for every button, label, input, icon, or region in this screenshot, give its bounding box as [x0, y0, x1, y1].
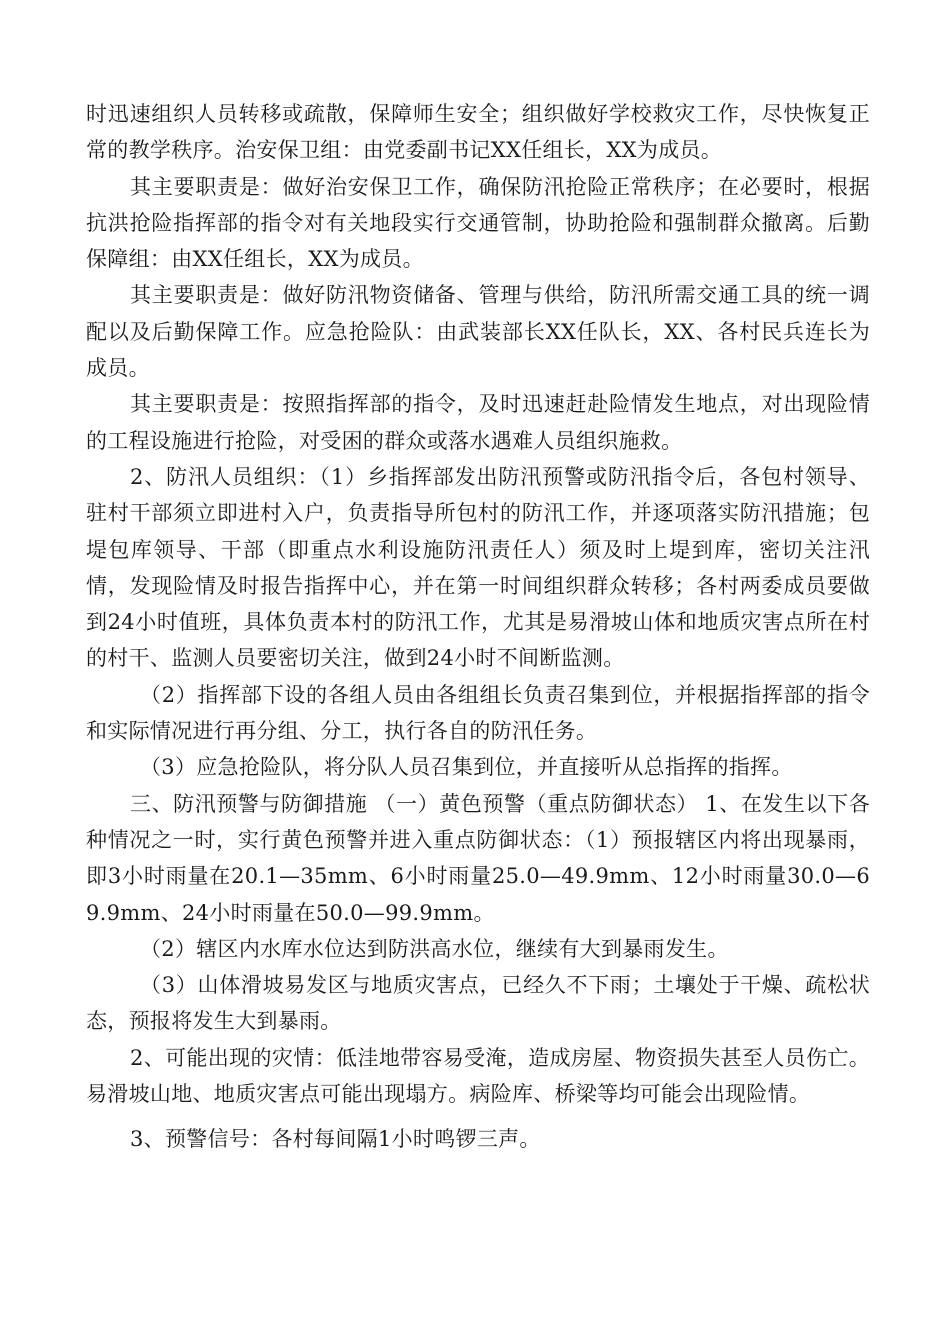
- paragraph-logistics-duties: 其主要职责是：做好防汛物资储备、管理与供给，防汛所需交通工具的统一调配以及后勤保障工作。应急抢险队：由武装部长XX任队长，XX、各村民兵连长为成员。: [86, 283, 870, 381]
- paragraph-school-safety: 时迅速组织人员转移或疏散，保障师生安全；组织做好学校救灾工作，尽快恢复正常的教学秩序。治安保卫组：由党委副书记XX任组长，XX为成员。: [86, 102, 870, 163]
- paragraph-yellow-warning: 三、防汛预警与防御措施 （一）黄色预警（重点防御状态） 1、在发生以下各种情况之一时，实行黄色预警并进入重点防御状态：（1）预报辖区内将出现暴雨，即3小时雨量在20.1—35mm、6小时雨量25.0—49.9mm、12小时雨量30.0—69.9mm、24小时雨量在50.0—99.9mm。: [86, 791, 870, 925]
- paragraph-personnel-organization: 2、防汛人员组织：（1）乡指挥部发出防汛预警或防汛指令后，各包村领导、驻村干部须立即进村入户，负责指导所包村的防汛工作，并逐项落实防汛措施；包堤包库领导、干部（即重点水利设施防汛责任人）须及时上堤到库，密切关注汛情，发现险情及时报告指挥中心，并在第一时间组织群众转移；各村两委成员要做到24小时值班，具体负责本村的防汛工作，尤其是易滑坡山体和地质灾害点所在村的村干、监测人员要密切关注，做到24小时不间断监测。: [86, 464, 870, 671]
- paragraph-warning-signal: 3、预警信号：各村每间隔1小时鸣锣三声。: [130, 1127, 541, 1152]
- paragraph-reservoir-level: （2）辖区内水库水位达到防洪高水位，继续有大到暴雨发生。: [140, 936, 729, 961]
- paragraph-group-assembly: （2）指挥部下设的各组人员由各组组长负责召集到位，并根据指挥部的指令和实际情况进行再分组、分工，执行各自的防汛任务。: [86, 682, 870, 744]
- document-body: [86, 96, 870, 1158]
- paragraph-rescue-team-duties: 其主要职责是：按照指挥部的指令，及时迅速赶赴险情发生地点，对出现险情的工程设施进行抢险，对受困的群众或落水遇难人员组织施救。: [86, 392, 870, 453]
- paragraph-security-duties: 其主要职责是：做好治安保卫工作，确保防汛抢险正常秩序；在必要时，根据抗洪抢险指挥部的指令对有关地段实行交通管制，协助抢险和强制群众撤离。后勤保障组：由XX任组长，XX为成员。: [86, 174, 870, 272]
- paragraph-rescue-assembly: （3）应急抢险队，将分队人员召集到位，并直接听从总指挥的指挥。: [140, 755, 793, 780]
- paragraph-landslide-area: （3）山体滑坡易发区与地质灾害点，已经久不下雨；土壤处于干燥、疏松状态，预报将发生大到暴雨。: [86, 973, 870, 1034]
- paragraph-possible-disasters: 2、可能出现的灾情：低洼地带容易受淹，造成房屋、物资损失甚至人员伤亡。易滑坡山地、地质灾害点可能出现塌方。病险库、桥梁等均可能会出现险情。: [86, 1045, 870, 1107]
